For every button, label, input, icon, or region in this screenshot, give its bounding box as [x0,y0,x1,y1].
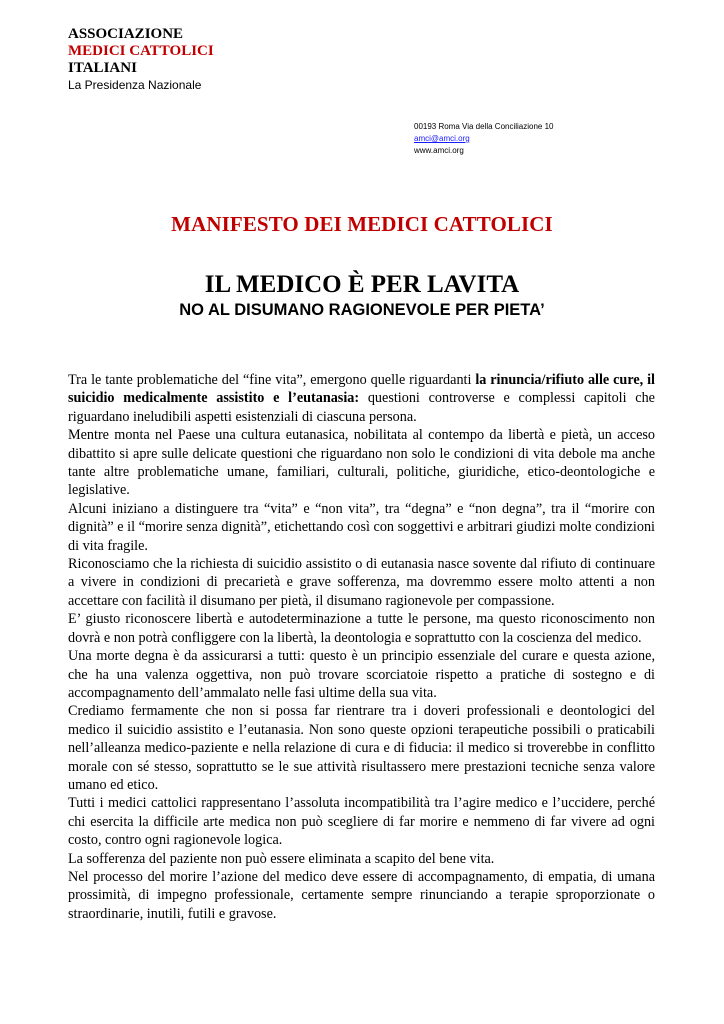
body-paragraph: E’ giusto riconoscere libertà e autodeterminazione a tutte le persone, ma questo riconoscimento non dovrà e non potrà confliggere con la libertà, la deontologia e soprattutto con la coscienza del medico. [68,611,655,646]
contact-website: www.amci.org [414,146,464,155]
body-paragraph: Nel processo del morire l’azione del medico deve essere di accompagnamento, di empatia, di umana prossimità, di impegno professionale, certamente sempre rinunciando a terapie sproporzionate o straordinarie, inutili, futili e gravose. [68,868,655,922]
body-paragraph: Tutti i medici cattolici rappresentano l’assoluta incompatibilità tra l’agire medico e l’uccidere, perché chi esercita la difficile arte medica non può scegliere di far morire e nemmeno di far vivere ad ogni costo, contro ogni ragionevole logica. [68,795,655,849]
body-paragraph: Una morte degna è da assicurarsi a tutti: questo è un principio essenziale del curare e questa azione, che ha una valenza oggettiva, non può trovare scorciatoie rispetto a pratiche di sostegno e di accompagnamento dell’ammalato nelle fasi ultime della sua vita. [68,648,655,701]
contact-address: 00193 Roma Via della Conciliazione 10 [414,122,554,131]
org-name-line-3: ITALIANI [68,60,137,76]
body-paragraph: Mentre monta nel Paese una cultura eutanasica, nobilitata al contempo da libertà e pietà, un acceso dibattito si apre sulle delicate questioni che riguardano non solo le condizioni di vita debole ma anche tante altre problematiche umane, familiari, culturali, politiche, giuridiche, etico-deontologiche e legislative. [68,427,655,499]
body-paragraph: La sofferenza del paziente non può essere eliminata a scapito del bene vita. [68,850,495,867]
org-name-line-1: ASSOCIAZIONE [68,26,184,42]
organization-header [68,26,214,93]
body-paragraph [68,371,655,426]
manifesto-heading: MANIFESTO DEI MEDICI CATTOLICI [171,212,553,236]
paragraph-text: Tra le tante problematiche del “fine vita”, emergono quelle riguardanti [68,372,476,388]
contact-block [414,121,554,157]
paragraph-text: questioni controverse e complessi capitoli che riguardano ineludibili aspetti esistenziali di ciascuna persona. [68,390,655,425]
paragraph-emphasis: la rinuncia/rifiuto alle cure, il suicidio medicalmente assistito e l’eutanasia: [68,372,655,407]
body-paragraph: Riconosciamo che la richiesta di suicidio assistito o di eutanasia nasce sovente dal rifiuto di continuare a vivere in condizioni di precarietà e grave sofferenza, ma dovremmo essere molto attenti a non accettare con facilità il disumano per pietà, il disumano ragionevole per compassione. [68,556,655,609]
document-body [68,371,655,923]
document-title: IL MEDICO È PER LAVITA [204,271,520,298]
contact-email-link[interactable]: amci@amci.org [414,134,470,143]
body-paragraph: Alcuni iniziano a distinguere tra “vita” e “non vita”, tra “degna” e “non degna”, tra il “morire con dignità” e il “morire senza dignità”, etichettando così con soggettivi e arbitrari giudizi molte condizioni di vita fragile. [68,500,655,554]
org-subtitle: La Presidenza Nazionale [68,78,202,92]
body-paragraph: Crediamo fermamente che non si possa far rientrare tra i doveri professionali e deontologici del medico il suicidio assistito e l’eutanasia. Non sono queste opzioni terapeutiche possibili o praticabili nell’alleanza medico-paziente e nella relazione di cura e di fiducia: il medico si troverebbe in conflitto morale con sé stesso, soprattutto se le sue attività risultassero mere prestazioni tecniche senza valore umano ed etico. [68,703,655,793]
document-subtitle: NO AL DISUMANO RAGIONEVOLE PER PIETA’ [179,301,545,319]
org-name-line-2: MEDICI CATTOLICI [68,43,214,59]
